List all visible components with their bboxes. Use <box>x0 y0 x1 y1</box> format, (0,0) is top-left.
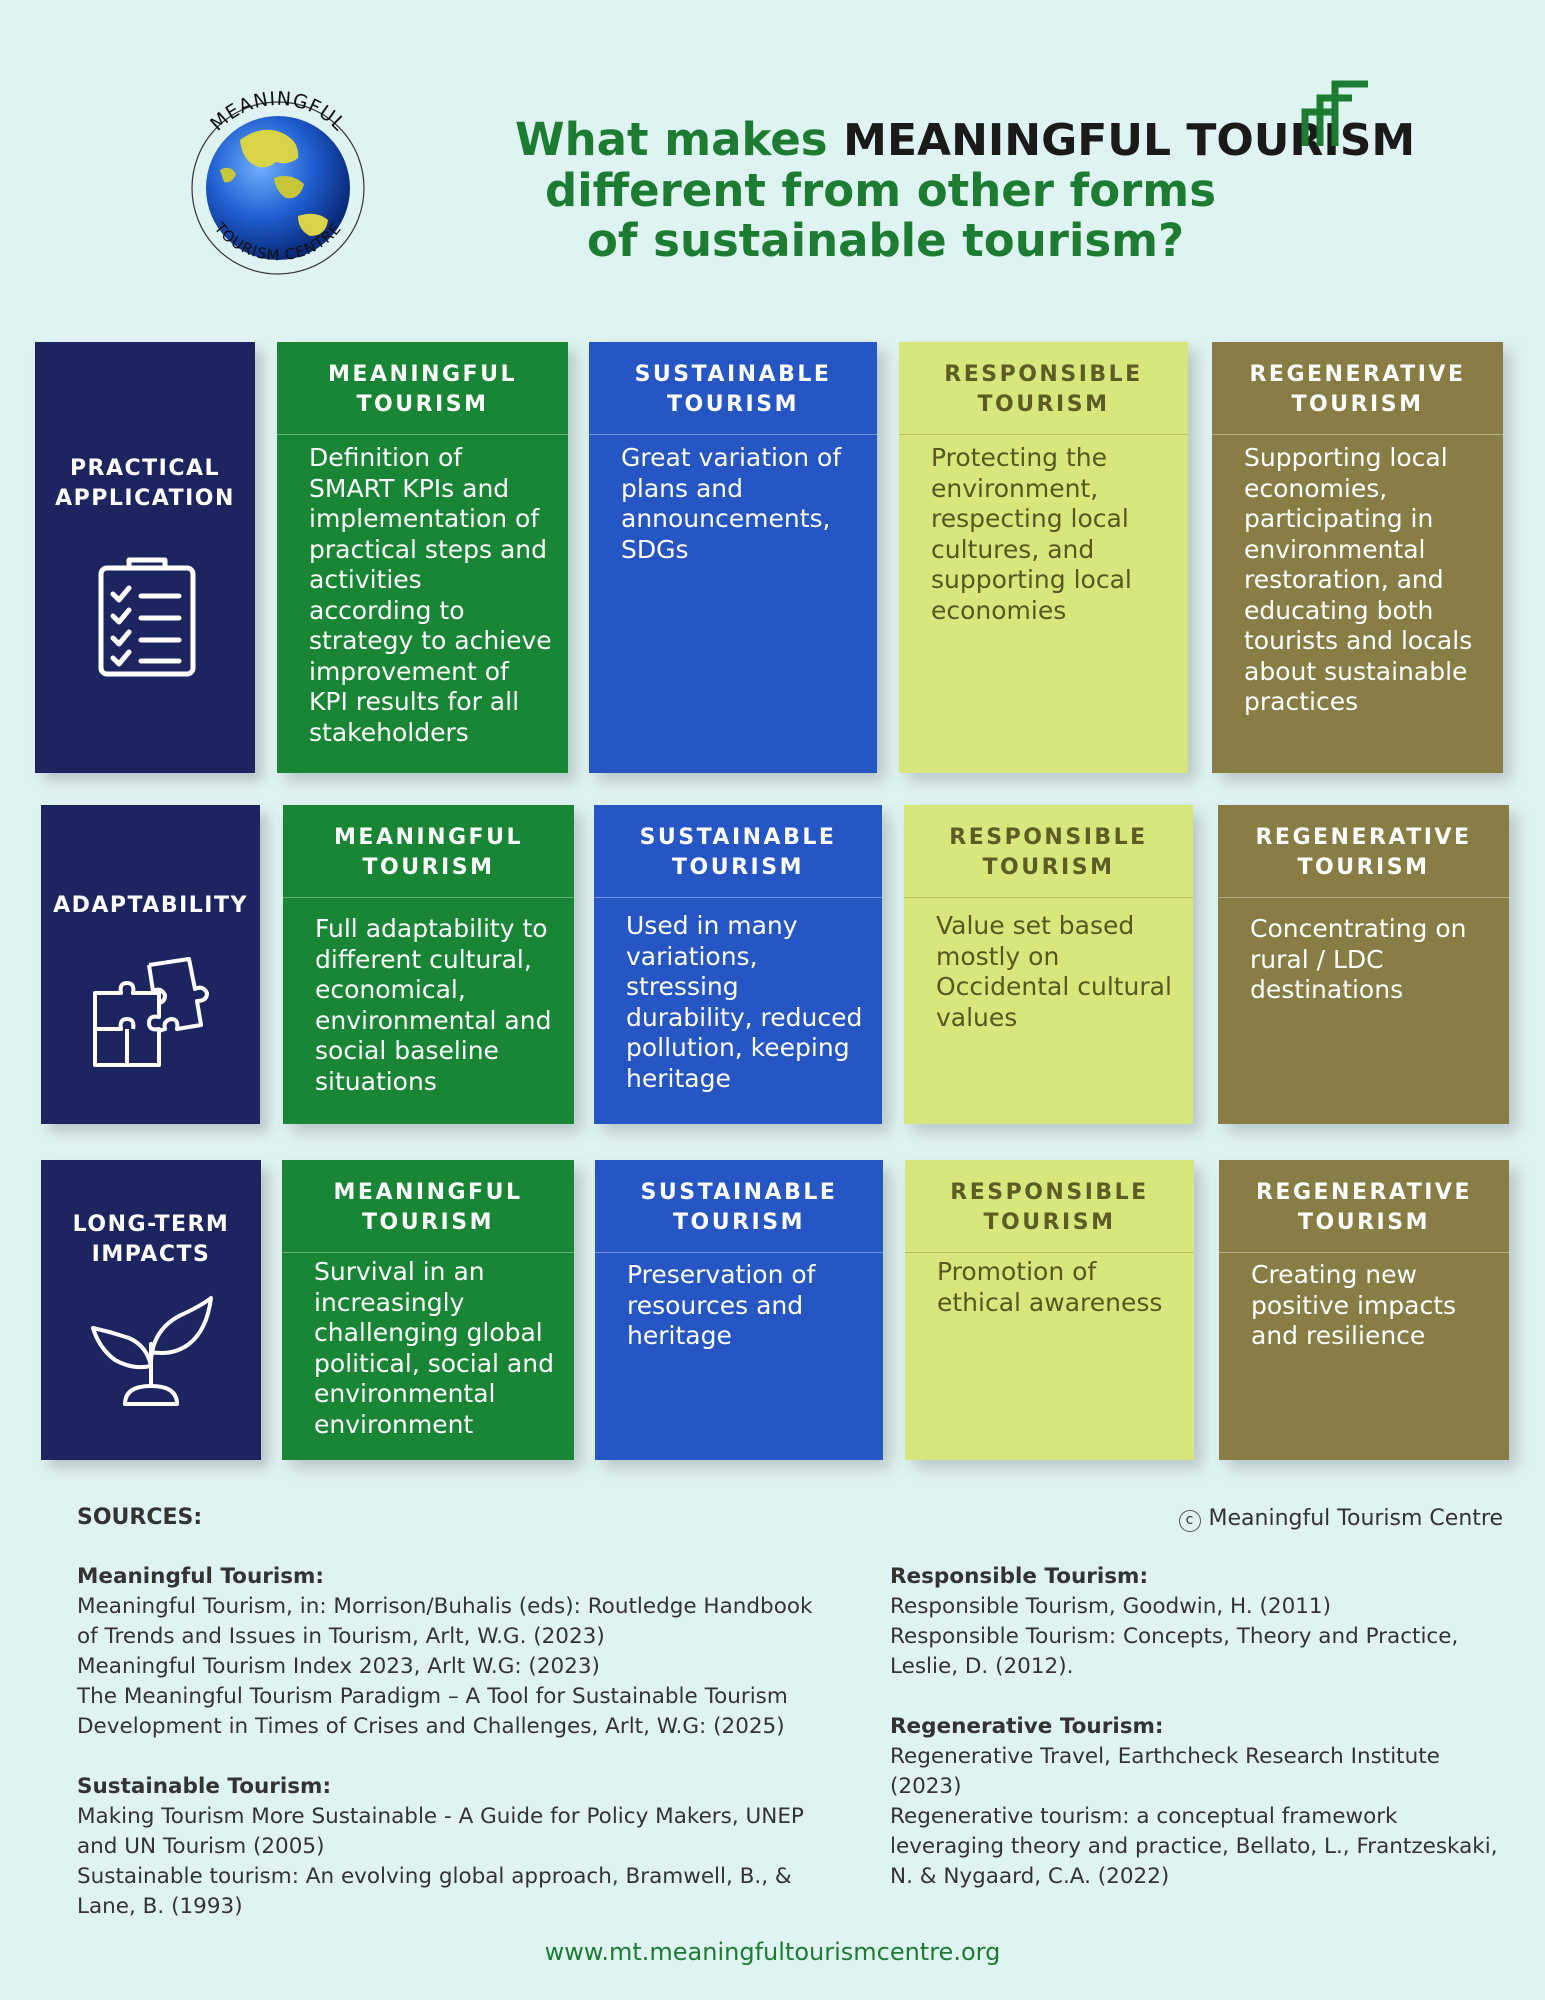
title-line-2: different from other forms <box>545 164 1216 217</box>
card-title: SUSTAINABLE TOURISM <box>594 805 882 898</box>
card-text: Supporting local economies, participating in environmental restoration, and educating both tourists and locals about sustainable practices <box>1244 443 1473 716</box>
card-text: Promotion of ethical awareness <box>937 1257 1163 1317</box>
card-title: REGENERATIVE TOURISM <box>1219 1160 1509 1253</box>
card-title: REGENERATIVE TOURISM <box>1212 342 1503 435</box>
card-regenerative <box>1218 805 1509 1124</box>
card-text: Used in many variations, stressing durability, reduced pollution, keeping heritage <box>626 911 863 1093</box>
clipboard-checklist-icon <box>95 554 199 678</box>
copyright <box>1179 1506 1503 1532</box>
card-title: MEANINGFUL TOURISM <box>277 342 568 435</box>
row-long-term-impacts <box>0 1160 1545 1460</box>
row-adaptability <box>0 805 1545 1124</box>
row-label-panel <box>41 1160 261 1460</box>
card-title: SUSTAINABLE TOURISM <box>589 342 877 435</box>
puzzle-pieces-icon <box>91 955 211 1075</box>
logo-arc-top: MEANINGFUL <box>206 87 351 136</box>
card-meaningful <box>282 1160 574 1460</box>
title-line-3: of sustainable tourism? <box>587 214 1185 267</box>
card-text: Great variation of plans and announcements, SDGs <box>621 443 842 564</box>
source-item: The Meaningful Tourism Paradigm – A Tool for Sustainable Tourism Development in Times of Crises and Challenges, Arlt, W.G: (2025) <box>77 1684 788 1739</box>
source-heading: Responsible Tourism: <box>890 1564 1149 1589</box>
row-label: ADAPTABILITY <box>53 893 248 918</box>
sources-right-column <box>890 1562 1510 1892</box>
card-meaningful <box>283 805 574 1124</box>
card-responsible <box>905 1160 1194 1460</box>
sources-title: SOURCES: <box>77 1505 203 1530</box>
title-brand: MEANINGFUL TOURISM <box>843 115 1416 166</box>
row-label-panel <box>35 342 255 773</box>
card-text: Concentrating on rural / LDC destinations <box>1250 914 1467 1004</box>
footer-url-link[interactable]: www.mt.meaningfultourismcentre.org <box>544 1938 1001 1966</box>
card-responsible <box>904 805 1193 1124</box>
card-meaningful <box>277 342 568 773</box>
source-heading: Regenerative Tourism: <box>890 1714 1164 1739</box>
card-responsible <box>899 342 1188 773</box>
card-title: MEANINGFUL TOURISM <box>283 805 574 898</box>
corner-arrows-icon <box>1300 78 1370 148</box>
card-title: MEANINGFUL TOURISM <box>282 1160 574 1253</box>
source-item: Sustainable tourism: An evolving global approach, Bramwell, B., & Lane, B. (1993) <box>77 1864 792 1919</box>
card-text: Protecting the environment, respecting local cultures, and supporting local economies <box>931 443 1132 625</box>
card-text: Full adaptability to different cultural, economical, environmental and social baseline situations <box>315 914 552 1096</box>
card-regenerative <box>1212 342 1503 773</box>
card-title: RESPONSIBLE TOURISM <box>899 342 1188 435</box>
logo <box>180 70 370 280</box>
card-sustainable <box>594 805 882 1124</box>
source-item: Regenerative Travel, Earthcheck Research Institute (2023) <box>890 1744 1440 1799</box>
title-line-1-pre: What makes <box>515 113 844 166</box>
globe-icon <box>180 70 370 280</box>
page-title <box>480 113 1416 267</box>
source-item: Making Tourism More Sustainable - A Guide for Policy Makers, UNEP and UN Tourism (2005) <box>77 1804 804 1859</box>
source-item: Regenerative tourism: a conceptual framework leveraging theory and practice, Bellato, L., Frantzeskaki, N. & Nygaard, C.A. (2022) <box>890 1804 1498 1889</box>
copyright-icon: c <box>1179 1510 1201 1532</box>
source-heading: Sustainable Tourism: <box>77 1774 332 1799</box>
seedling-plant-icon <box>89 1290 213 1410</box>
card-regenerative <box>1219 1160 1509 1460</box>
card-text: Preservation of resources and heritage <box>627 1260 816 1350</box>
card-title: SUSTAINABLE TOURISM <box>595 1160 883 1253</box>
source-item: Responsible Tourism: Concepts, Theory and Practice, Leslie, D. (2012). <box>890 1624 1459 1679</box>
card-sustainable <box>595 1160 883 1460</box>
sources-left-column <box>77 1562 837 1922</box>
card-text: Survival in an increasingly challenging global political, social and environmental environment <box>314 1257 554 1439</box>
title-line-1 <box>480 113 1416 166</box>
source-item: Responsible Tourism, Goodwin, H. (2011) <box>890 1594 1331 1619</box>
card-sustainable <box>589 342 877 773</box>
row-label-panel <box>41 805 260 1124</box>
source-item: Meaningful Tourism Index 2023, Arlt W.G: (2023) <box>77 1654 600 1679</box>
card-title: REGENERATIVE TOURISM <box>1218 805 1509 898</box>
source-heading: Meaningful Tourism: <box>77 1564 325 1589</box>
row-practical-application <box>0 342 1545 773</box>
card-text: Definition of SMART KPIs and implementation of practical steps and activities according to strategy to achieve improvement of KPI results for all stakeholders <box>309 443 552 747</box>
row-label: PRACTICAL APPLICATION <box>55 456 235 511</box>
card-text: Value set based mostly on Occidental cultural values <box>936 911 1172 1032</box>
copyright-text: Meaningful Tourism Centre <box>1208 1506 1503 1531</box>
card-title: RESPONSIBLE TOURISM <box>905 1160 1194 1253</box>
card-title: RESPONSIBLE TOURISM <box>904 805 1193 898</box>
source-item: Meaningful Tourism, in: Morrison/Buhalis (eds): Routledge Handbook of Trends and Issues in Tourism, Arlt, W.G. (2023) <box>77 1594 813 1649</box>
logo-arc-bottom: TOURISM CENTRE <box>210 219 346 265</box>
row-label: LONG-TERM IMPACTS <box>72 1212 230 1267</box>
card-text: Creating new positive impacts and resilience <box>1251 1260 1457 1350</box>
